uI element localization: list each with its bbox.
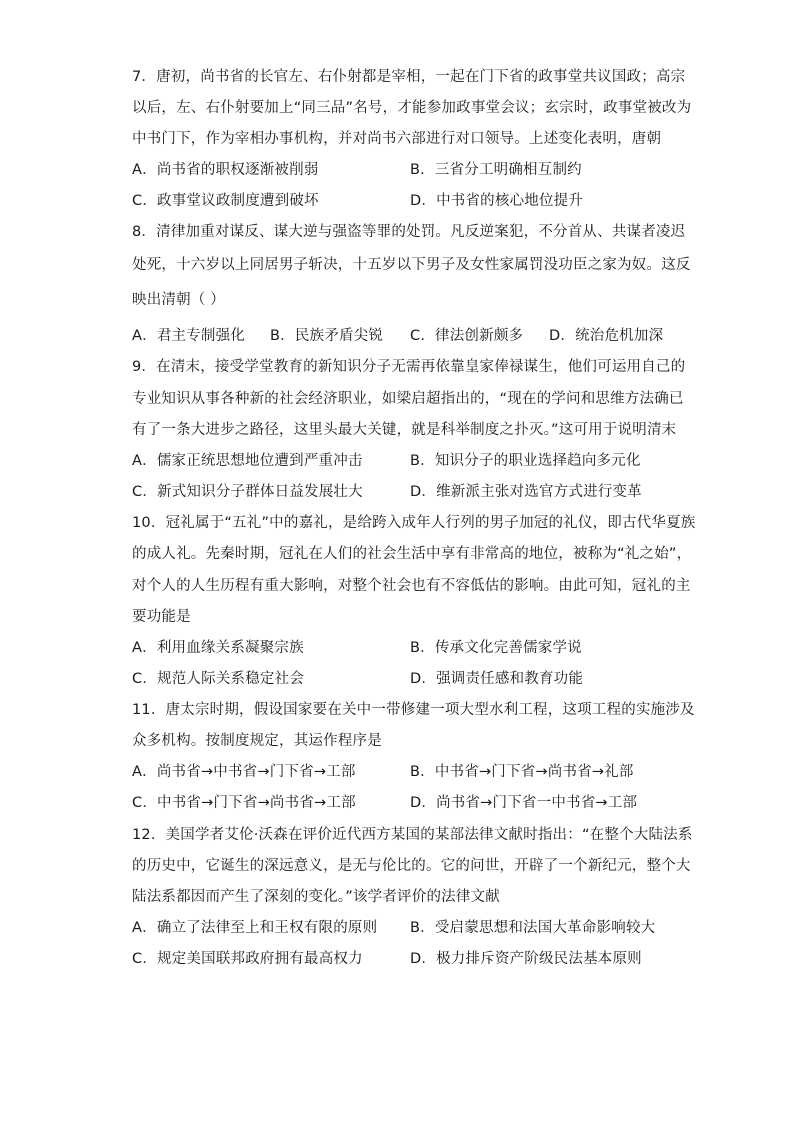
question-8-option-c: C．律法创新颇多 (410, 328, 524, 344)
question-7-option-b: B．三省分工明确相互制约 (410, 162, 582, 178)
question-7-line-1: 7．唐初，尚书省的长官左、右仆射都是宰相，一起在门下省的政事堂共议国政；高宗 (132, 69, 686, 85)
question-10-line-3: 对个人的人生历程有重大影响，对整个社会也有不容低估的影响。由此可知，冠礼的主 (132, 578, 691, 594)
question-7-option-d: D．中书省的核心地位提升 (410, 193, 584, 209)
question-9-option-b: B．知识分子的职业选择趋向多元化 (410, 453, 641, 469)
question-7-option-c: C．政事堂议政制度遭到破坏 (132, 193, 319, 209)
question-11-option-b: B．中书省→门下省→尚书省→礼部 (410, 764, 634, 780)
question-9-option-d: D．维新派主张对选官方式进行变革 (410, 484, 642, 500)
question-11-option-d: D．尚书省→门下省一中书省→工部 (410, 795, 638, 811)
question-12-line-1: 12．美国学者艾伦·沃森在评价近代西方某国的某部法律文献时指出：“在整个大陆法系 (132, 827, 693, 843)
question-10-option-d: D．强调责任感和教育功能 (410, 671, 584, 687)
question-8-option-a: A．君主专制强化 (132, 328, 246, 344)
question-9-option-c: C．新式知识分子群体日益发展壮大 (132, 484, 363, 500)
question-9-line-1: 9．在清末，接受学堂教育的新知识分子无需再依靠皇家俸禄谋生，他们可运用自己的 (132, 359, 686, 375)
question-8-line-2: 处死，十六岁以上同居男子斩决，十五岁以下男子及女性家属罚没功臣之家为奴。这反 (132, 257, 691, 273)
question-10-line-4: 要功能是 (132, 609, 191, 625)
question-10-option-b: B．传承文化完善儒家学说 (410, 640, 582, 656)
question-12-line-2: 的历史中，它诞生的深远意义，是无与伦比的。它的问世，开辟了一个新纪元，整个大 (132, 858, 691, 874)
question-12-option-b: B．受启蒙思想和法国大革命影响较大 (410, 920, 656, 936)
question-12-line-3: 陆法系都因而产生了深刻的变化。”该学者评价的法律文献 (132, 889, 500, 905)
question-8-option-d: D．统治危机加深 (549, 328, 664, 344)
question-10-line-2: 的成人礼。先秦时期，冠礼在人们的社会生活中享有非常高的地位，被称为“礼之始”， (132, 546, 692, 562)
question-11-option-a: A．尚书省→中书省→门下省→工部 (132, 764, 356, 780)
question-7-line-3: 中书门下，作为宰相办事机构，并对尚书六部进行对口领导。上述变化表明，唐朝 (132, 131, 662, 147)
question-11-option-c: C．中书省→门下省→尚书省→工部 (132, 795, 356, 811)
question-8-line-1: 8．清律加重对谋反、谋大逆与强盗等罪的处罚。凡反逆案犯，不分首从、共谋者凌迟 (132, 224, 686, 240)
question-10-line-1: 10．冠礼属于“五礼”中的嘉礼，是给跨入成年人行列的男子加冠的礼仪，即古代华夏族 (132, 515, 696, 531)
question-7-option-a: A．尚书省的职权逐渐被削弱 (132, 162, 319, 178)
question-12-option-d: D．极力排斥资产阶级民法基本原则 (410, 951, 642, 967)
question-9-line-3: 有了一条大进步之路径，这里头最大关键，就是科举制度之扑灭。”这可用于说明清末 (132, 422, 677, 438)
question-9-option-a: A．儒家正统思想地位遭到严重冲击 (132, 453, 363, 469)
question-10-option-c: C．规范人际关系稳定社会 (132, 671, 305, 687)
question-8-option-b: B．民族矛盾尖锐 (270, 328, 384, 344)
question-9-line-2: 专业知识从事各种新的社会经济职业，如梁启超指出的，“现在的学问和思维方法确已 (132, 391, 684, 407)
question-10-option-a: A．利用血缘关系凝聚宗族 (132, 640, 304, 656)
question-7-line-2: 以后，左、右仆射要加上“同三品”名号，才能参加政事堂会议；玄宗时，政事堂被改为 (132, 100, 692, 116)
question-12-option-a: A．确立了法律至上和王权有限的原则 (132, 920, 378, 936)
question-11-line-1: 11．唐太宗时期，假设国家要在关中一带修建一项大型水利工程，这项工程的实施涉及 (132, 702, 695, 718)
question-8-line-3: 映出清朝（ ） (132, 292, 226, 308)
question-11-line-2: 众多机构。按制度规定，其运作程序是 (132, 733, 382, 749)
question-12-option-c: C．规定美国联邦政府拥有最高权力 (132, 951, 363, 967)
